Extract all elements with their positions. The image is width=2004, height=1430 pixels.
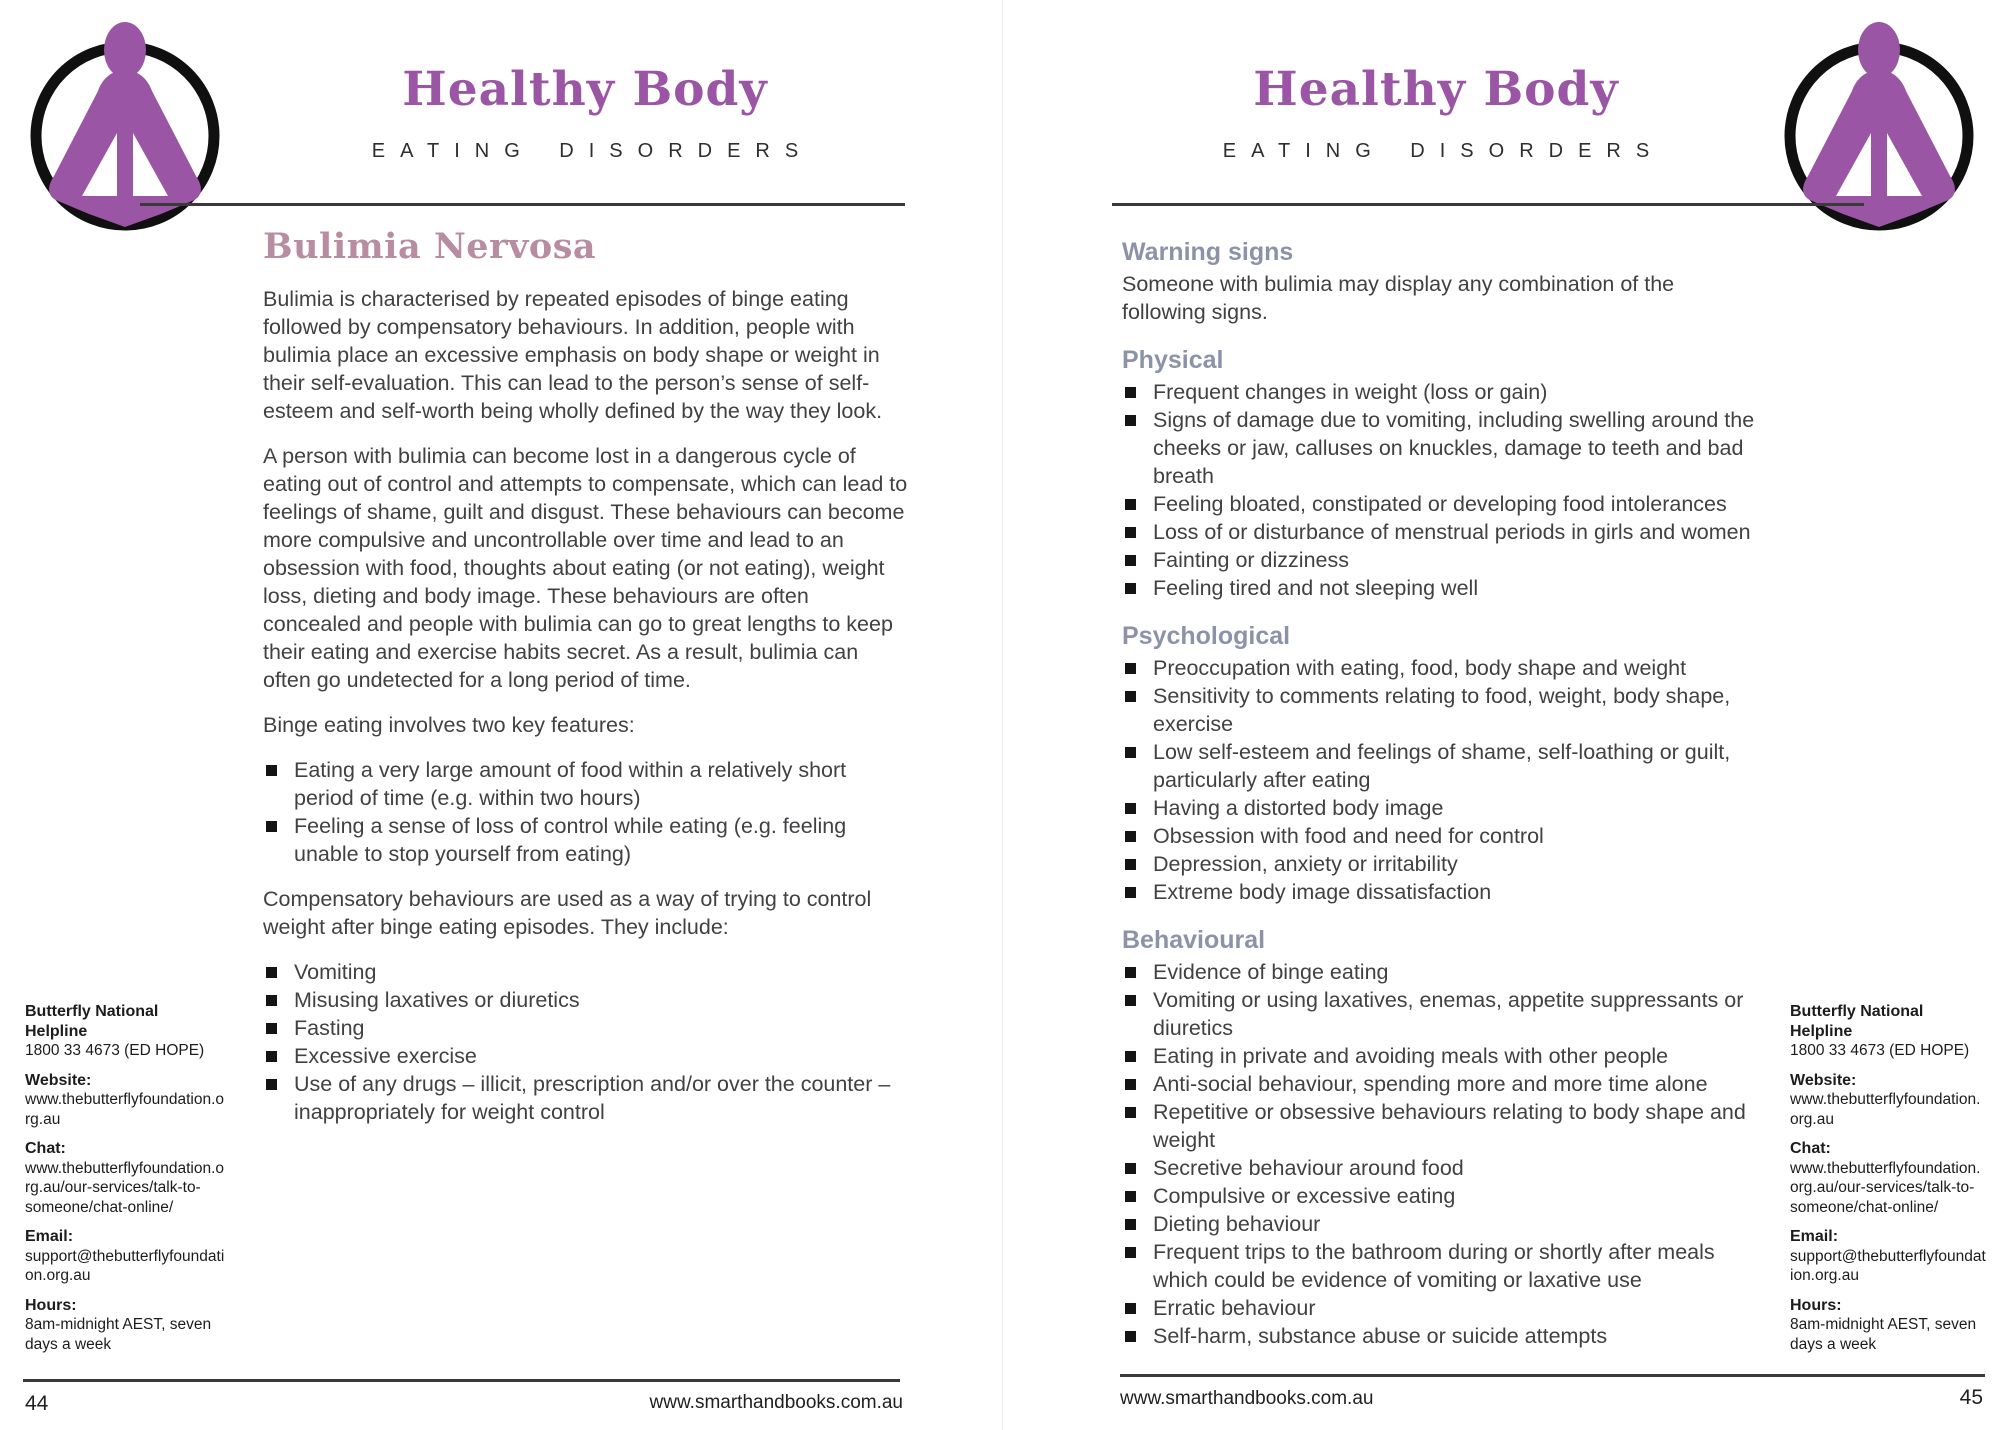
bullet-text: Having a distorted body image [1153, 796, 1444, 820]
bullet-text: Fasting [294, 1016, 365, 1040]
list-item [1122, 822, 1755, 850]
page-subtitle: EATING DISORDERS [1222, 140, 1665, 162]
square-bullet-icon [1125, 887, 1136, 898]
square-bullet-icon [1125, 747, 1136, 758]
bullet-text: Erratic behaviour [1153, 1296, 1316, 1320]
square-bullet-icon [1125, 1247, 1136, 1258]
footer-url: www.smarthandbooks.com.au [649, 1392, 903, 1413]
bullet-text: Frequent trips to the bathroom during or shortly after meals which could be evidence of vomiting or laxative use [1153, 1240, 1715, 1292]
footer-rule [23, 1379, 900, 1382]
square-bullet-icon [1125, 415, 1136, 426]
article-paragraph: A person with bulimia can become lost in a dangerous cycle of eating out of control and attempts to compensate, which can lead to feelings of shame, guilt and disgust. These behaviours can become more compulsive and uncontrollable over time and lead to an obsession with food, thoughts about eating (or not eating), weight loss, dieting and body image. These behaviours are often concealed and people with bulimia can go to great lengths to keep their eating and exercise habits secret. As a result, bulimia can often go undetected for a long period of time. [263, 444, 908, 692]
square-bullet-icon [266, 995, 277, 1006]
list-item [1122, 1238, 1755, 1294]
page-subtitle: EATING DISORDERS [371, 140, 814, 162]
helpline-phone: 1800 33 4673 (ED HOPE) [25, 1042, 205, 1059]
bullet-text: Preoccupation with eating, food, body shape and weight [1153, 656, 1687, 680]
physical-bullet-list [1122, 378, 1755, 602]
square-bullet-icon [1125, 831, 1136, 842]
list-item [1122, 1294, 1755, 1322]
helpline-email-group [25, 1227, 225, 1286]
helpline-sidebar [25, 1002, 225, 1364]
bullet-text: Self-harm, substance abuse or suicide attempts [1153, 1324, 1608, 1348]
list-item [263, 812, 911, 868]
helpline-chat-group [25, 1139, 225, 1217]
website-label: Website: [25, 1071, 92, 1089]
compensatory-bullet-list [263, 958, 911, 1126]
chat-url: www.thebutterflyfoundation.org.au/our-services/talk-to-someone/chat-online/ [1790, 1159, 1981, 1216]
list-item [1122, 518, 1755, 546]
square-bullet-icon [1125, 1191, 1136, 1202]
list-item [263, 958, 911, 986]
bullet-text: Repetitive or obsessive behaviours relating to body shape and weight [1153, 1100, 1746, 1152]
right-page [1002, 0, 2004, 1430]
bullet-text: Extreme body image dissatisfaction [1153, 880, 1492, 904]
binge-bullet-list [263, 756, 911, 868]
list-item [263, 1070, 911, 1126]
square-bullet-icon [1125, 1303, 1136, 1314]
square-bullet-icon [1125, 1051, 1136, 1062]
helpline-title: Butterfly National Helpline [25, 1003, 159, 1040]
list-item [1122, 1070, 1755, 1098]
page-number: 45 [1959, 1386, 1983, 1409]
bullet-text: Eating in private and avoiding meals with other people [1153, 1044, 1669, 1068]
helpline-title: Butterfly National Helpline [1790, 1003, 1924, 1040]
bulimia-article [263, 226, 911, 1126]
square-bullet-icon [266, 967, 277, 978]
list-item [1122, 986, 1755, 1042]
list-item [1122, 1210, 1755, 1238]
square-bullet-icon [1125, 555, 1136, 566]
list-item [1122, 682, 1755, 738]
list-item [1122, 1042, 1755, 1070]
helpline-phone-group [25, 1002, 225, 1061]
warning-signs-intro: Someone with bulimia may display any combination of the following signs. [1122, 272, 1675, 324]
bullet-text: Feeling bloated, constipated or developing food intolerances [1153, 492, 1727, 516]
list-item [1122, 654, 1755, 682]
bullet-text: Depression, anxiety or irritability [1153, 852, 1458, 876]
compensatory-intro: Compensatory behaviours are used as a way of trying to control weight after binge eating episodes. They include: [263, 887, 872, 939]
list-item [1122, 738, 1755, 794]
list-item [263, 1042, 911, 1070]
binge-intro: Binge eating involves two key features: [263, 713, 635, 737]
helpline-hours-group [1790, 1296, 1988, 1355]
bullet-text: Anti-social behaviour, spending more and more time alone [1153, 1072, 1708, 1096]
bullet-text: Loss of or disturbance of menstrual periods in girls and women [1153, 520, 1751, 544]
website-url: www.thebutterflyfoundation.org.au [1790, 1091, 1981, 1128]
page-title: Healthy Body [1253, 62, 1619, 117]
physical-heading: Physical [1122, 346, 1224, 374]
list-item [1122, 958, 1755, 986]
list-item [263, 1014, 911, 1042]
footer-url: www.smarthandbooks.com.au [1120, 1388, 1374, 1409]
logo-head [104, 22, 146, 78]
hours-value: 8am-midnight AEST, seven days a week [1790, 1316, 1977, 1353]
list-item [1122, 794, 1755, 822]
bullet-text: Dieting behaviour [1153, 1212, 1321, 1236]
helpline-phone-group [1790, 1002, 1988, 1061]
list-item [1122, 574, 1755, 602]
hours-label: Hours: [1790, 1296, 1842, 1314]
behavioural-bullet-list [1122, 958, 1755, 1350]
website-url: www.thebutterflyfoundation.org.au [25, 1091, 225, 1128]
helpline-website-group [1790, 1071, 1988, 1130]
list-item [1122, 546, 1755, 574]
bullet-text: Eating a very large amount of food within a relatively short period of time (e.g. within two hours) [294, 758, 847, 810]
bullet-text: Signs of damage due to vomiting, including swelling around the cheeks or jaw, calluses on knuckles, damage to teeth and bad breath [1153, 408, 1755, 488]
bullet-text: Misusing laxatives or diuretics [294, 988, 580, 1012]
square-bullet-icon [1125, 859, 1136, 870]
article-paragraph: Bulimia is characterised by repeated episodes of binge eating followed by compensatory behaviours. In addition, people with bulimia place an excessive emphasis on body shape or weight in their self-evaluation. This can lead to the person’s sense of self-esteem and self-worth being wholly defined by the way they look. [263, 287, 883, 423]
psychological-bullet-list [1122, 654, 1755, 906]
square-bullet-icon [1125, 499, 1136, 510]
bullet-text: Compulsive or excessive eating [1153, 1184, 1456, 1208]
square-bullet-icon [266, 1051, 277, 1062]
square-bullet-icon [1125, 1331, 1136, 1342]
email-address: support@thebutterflyfoundation.org.au [1790, 1247, 1986, 1284]
square-bullet-icon [1125, 1107, 1136, 1118]
header-rule [140, 203, 905, 206]
list-item [1122, 378, 1755, 406]
square-bullet-icon [266, 765, 277, 776]
page-title: Healthy Body [402, 62, 768, 117]
warning-signs-heading: Warning signs [1122, 238, 1294, 266]
bullet-text: Feeling a sense of loss of control while eating (e.g. feeling unable to stop yourself from eating) [294, 814, 847, 866]
square-bullet-icon [1125, 387, 1136, 398]
page-number: 44 [25, 1392, 49, 1415]
helpline-website-group [25, 1071, 225, 1130]
square-bullet-icon [266, 1079, 277, 1090]
list-item [1122, 1098, 1755, 1154]
list-item [1122, 1182, 1755, 1210]
list-item [1122, 850, 1755, 878]
list-item [263, 986, 911, 1014]
bullet-text: Evidence of binge eating [1153, 960, 1389, 984]
email-label: Email: [25, 1228, 74, 1245]
square-bullet-icon [1125, 691, 1136, 702]
right-page-header [1120, 0, 1752, 163]
warning-signs-article [1122, 238, 1755, 1350]
list-item [263, 756, 911, 812]
square-bullet-icon [1125, 967, 1136, 978]
square-bullet-icon [266, 1023, 277, 1034]
list-item [1122, 878, 1755, 906]
behavioural-heading: Behavioural [1122, 926, 1266, 954]
helpline-phone: 1800 33 4673 (ED HOPE) [1790, 1042, 1970, 1059]
helpline-hours-group [25, 1296, 225, 1355]
hours-value: 8am-midnight AEST, seven days a week [25, 1316, 212, 1353]
website-label: Website: [1790, 1071, 1857, 1089]
bullet-text: Excessive exercise [294, 1044, 477, 1068]
list-item [1122, 1322, 1755, 1350]
list-item [1122, 1154, 1755, 1182]
square-bullet-icon [1125, 803, 1136, 814]
helpline-email-group [1790, 1227, 1988, 1286]
list-item [1122, 490, 1755, 518]
bullet-text: Frequent changes in weight (loss or gain) [1153, 380, 1548, 404]
square-bullet-icon [1125, 1079, 1136, 1090]
chat-url: www.thebutterflyfoundation.org.au/our-services/talk-to-someone/chat-online/ [25, 1159, 225, 1216]
bullet-text: Use of any drugs – illicit, prescription and/or over the counter – inappropriately for weight control [294, 1072, 891, 1124]
footer-rule [1120, 1374, 1985, 1377]
helpline-chat-group [1790, 1139, 1988, 1217]
square-bullet-icon [1125, 527, 1136, 538]
square-bullet-icon [1125, 583, 1136, 594]
left-page-header [265, 0, 905, 163]
square-bullet-icon [1125, 1219, 1136, 1230]
square-bullet-icon [1125, 663, 1136, 674]
bullet-text: Feeling tired and not sleeping well [1153, 576, 1479, 600]
bullet-text: Obsession with food and need for control [1153, 824, 1544, 848]
square-bullet-icon [266, 821, 277, 832]
hours-label: Hours: [25, 1296, 77, 1314]
square-bullet-icon [1125, 1163, 1136, 1174]
bullet-text: Vomiting [294, 960, 377, 984]
bullet-text: Fainting or dizziness [1153, 548, 1349, 572]
square-bullet-icon [1125, 995, 1136, 1006]
chat-label: Chat: [1790, 1140, 1831, 1157]
email-label: Email: [1790, 1228, 1839, 1245]
email-address: support@thebutterflyfoundation.org.au [25, 1247, 225, 1284]
helpline-sidebar [1790, 1002, 1988, 1364]
bullet-text: Low self-esteem and feelings of shame, self-loathing or guilt, particularly after eating [1153, 740, 1731, 792]
logo-head [1858, 22, 1900, 78]
bullet-text: Secretive behaviour around food [1153, 1156, 1464, 1180]
header-rule [1112, 203, 1864, 206]
bullet-text: Vomiting or using laxatives, enemas, appetite suppressants or diuretics [1153, 988, 1744, 1040]
article-heading: Bulimia Nervosa [263, 226, 597, 267]
psychological-heading: Psychological [1122, 622, 1291, 650]
chat-label: Chat: [25, 1140, 66, 1157]
bullet-text: Sensitivity to comments relating to food, weight, body shape, exercise [1153, 684, 1731, 736]
list-item [1122, 406, 1755, 490]
